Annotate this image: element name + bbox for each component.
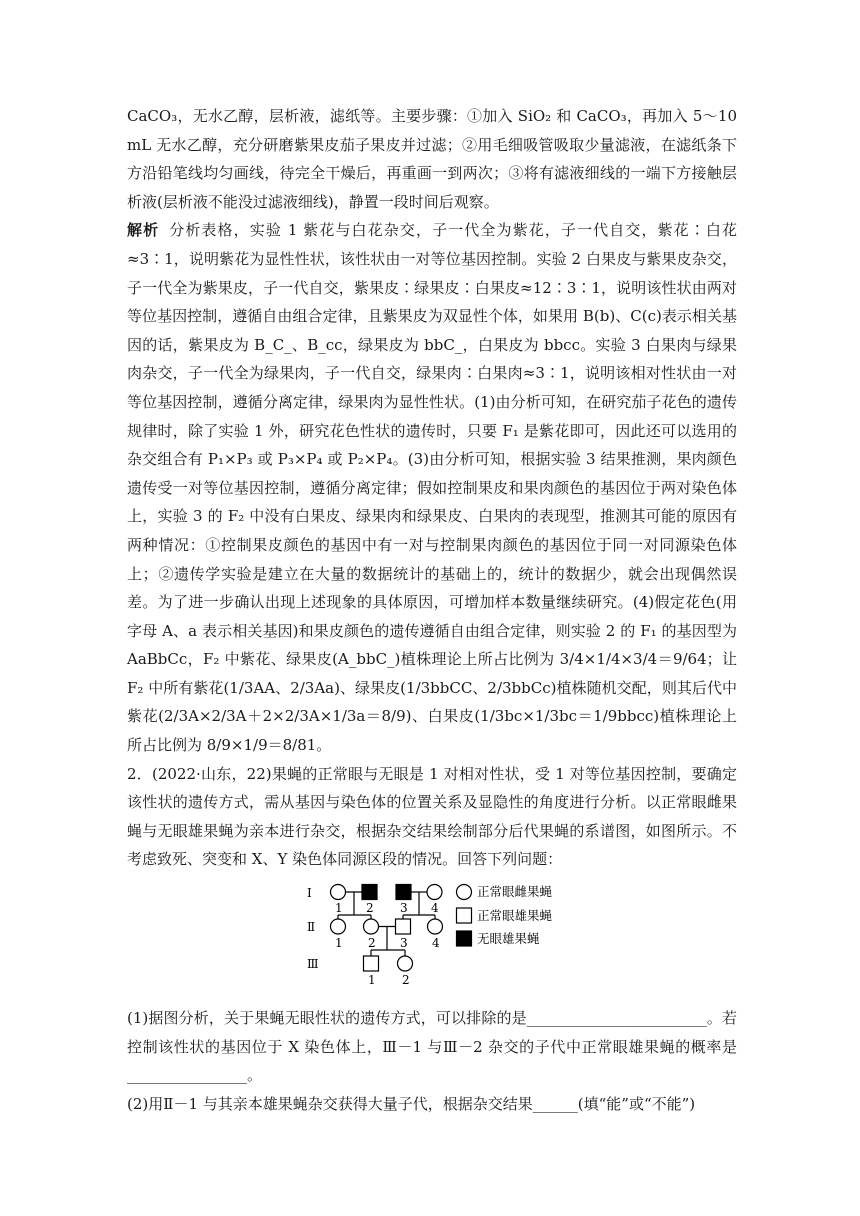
- gen1-number-1: 1: [335, 901, 343, 916]
- generation-label-3: Ⅲ: [307, 957, 319, 972]
- gen2-number-1: 1: [335, 936, 343, 951]
- generation-label-1: Ⅰ: [307, 886, 312, 901]
- legend-male-normal-label: 正常眼雄果蝇: [477, 908, 553, 924]
- gen2-number-2: 2: [368, 936, 376, 951]
- gen2-number-3: 3: [400, 936, 408, 951]
- gen3-individual-1: [364, 956, 379, 971]
- generation-label-2: Ⅱ: [307, 920, 316, 935]
- legend-male-eyeless-label: 无眼雄果蝇: [477, 931, 540, 947]
- pedigree-chart: [307, 878, 707, 996]
- gen3-number-2: 2: [402, 973, 410, 988]
- gen1-individual-4: [427, 885, 442, 900]
- gen2-individual-1: [331, 919, 346, 934]
- gen1-number-3: 3: [400, 901, 408, 916]
- legend-female-normal-label: 正常眼雌果蝇: [477, 884, 553, 900]
- gen1-individual-3: [396, 885, 411, 900]
- legend-male-normal-icon: [457, 908, 472, 923]
- document-content: [127, 102, 737, 1118]
- gen2-number-4: 4: [432, 936, 440, 951]
- gen1-individual-1: [331, 885, 346, 900]
- question-2-part-1: (1)据图分析，关于果蝇无眼性状的遗传方式，可以排除的是________________________。若控制该性状的基因位于 X 染色体上，Ⅲ－1 与Ⅲ－2 杂交的子代中正常眼雄果蝇的概率是________________。: [127, 1009, 737, 1085]
- question-2-part-2: (2)用Ⅱ－1 与其亲本雄果蝇杂交获得大量子代，根据杂交结果______(填“能”或“不能”): [127, 1094, 696, 1113]
- legend-male-eyeless-icon: [457, 931, 472, 946]
- gen3-number-1: 1: [368, 973, 376, 988]
- legend-female-normal-icon: [457, 885, 472, 900]
- gen2-individual-2: [364, 919, 379, 934]
- analysis-label: 解析: [127, 221, 160, 240]
- gen1-number-2: 2: [366, 901, 374, 916]
- question-2-stem: 2．(2022·山东，22)果蝇的正常眼与无眼是 1 对相对性状，受 1 对等位基因控制，要确定该性状的遗传方式，需从基因与染色体的位置关系及显隐性的角度进行分析。以正常眼雌果蝇与无眼雄果蝇为亲本进行杂交，根据杂交结果绘制部分后代果蝇的系谱图，如图所示。不考虑致死、突变和 X、Y 染色体同源区段的情况。回答下列问题：: [127, 764, 737, 869]
- gen1-individual-2: [362, 885, 377, 900]
- gen2-individual-4: [428, 919, 443, 934]
- gen2-individual-3: [396, 919, 411, 934]
- analysis-text: 分析表格，实验 1 紫花与白花杂交，子一代全为紫花，子一代自交，紫花∶白花≈3∶1，说明紫花为显性性状，该性状由一对等位基因控制。实验 2 白果皮与紫果皮杂交，子一代全为紫果皮，子一代自交，紫果皮∶绿果皮∶白果皮≈12∶3∶1，说明该性状由两对等位基因控制，遵循自由组合定律，且紫果皮为双显性个体，如果用 B(b)、C(c)表示相关基因的话，紫果皮为 B_C_、B_cc，绿果皮为 bbC_，白果皮为 bbcc。实验 3 白果肉与绿果肉杂交，子一代全为绿果肉，子一代自交，绿果肉∶白果肉≈3∶1，说明该相对性状由一对等位基因控制，遵循分离定律，绿果肉为显性性状。(1)由分析可知，在研究茄子花色的遗传规律时，除了实验 1 外，研究花色性状的遗传时，只要 F₁ 是紫花即可，因此还可以选用的杂交组合有 P₁×P₃ 或 P₃×P₄ 或 P₂×P₄。(3)由分析可知，根据实验 3 结果推测，果肉颜色遗传受一对等位基因控制，遵循分离定律；假如控制果皮和果肉颜色的基因位于两对染色体上，实验 3 的 F₂ 中没有白果皮、绿果肉和绿果皮、白果肉的表现型，推测其可能的原因有两种情况：①控制果皮颜色的基因中有一对与控制果肉颜色的基因位于同一对同源染色体上；②遗传学实验是建立在大量的数据统计的基础上的，统计的数据少，就会出现偶然误差。为了进一步确认出现上述现象的具体原因，可增加样本数量继续研究。(4)假定花色(用字母 A、a 表示相关基因)和果皮颜色的遗传遵循自由组合定律，则实验 2 的 F₁ 的基因型为 AaBbCc，F₂ 中紫花、绿果皮(A_bbC_)植株理论上所占比例为 3/4×1/4×3/4＝9/64；让 F₂ 中所有紫花(1/3AA、2/3Aa)、绿果皮(1/3bbCC、2/3bbCc)植株随机交配，则其后代中紫花(2/3A×2/3A＋2×2/3A×1/3a＝8/9)、白果皮(1/3bc×1/3bc＝1/9bbcc)植株理论上所占比例为 8/9×1/9＝8/81。: [127, 221, 737, 755]
- pedigree-figure: [127, 878, 737, 998]
- gen1-number-4: 4: [431, 901, 439, 916]
- paragraph-materials-steps: CaCO₃，无水乙醇，层析液，滤纸等。主要步骤：①加入 SiO₂ 和 CaCO₃，再加入 5～10 mL 无水乙醇，充分研磨紫果皮茄子果皮并过滤；②用毛细吸管吸取少量滤液，在滤纸条下方沿铅笔线均匀画线，待完全干燥后，再重画一到两次；③将有滤液细线的一端下方接触层析液(层析液不能没过滤液细线)，静置一段时间后观察。: [127, 107, 737, 211]
- analysis-paragraph: [127, 216, 737, 759]
- gen3-individual-2: [398, 956, 413, 971]
